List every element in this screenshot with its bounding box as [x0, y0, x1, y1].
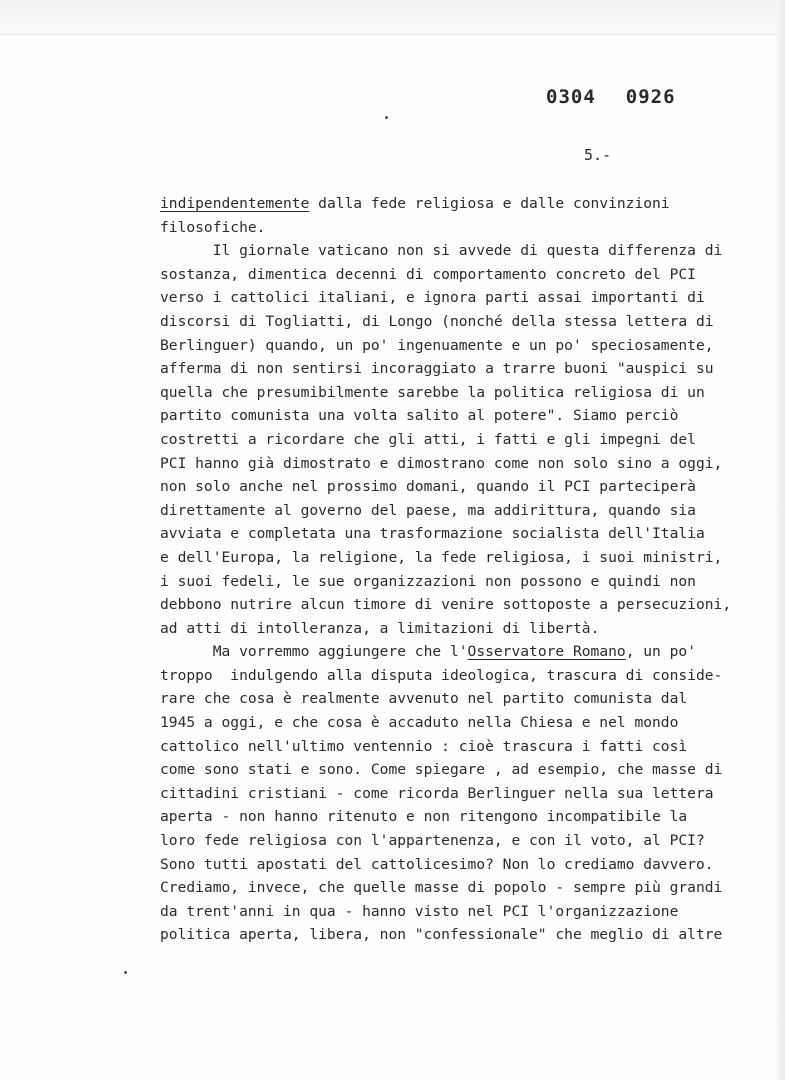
text-line-segment: PCI hanno già dimostrato e dimostrano come non solo sino a oggi,: [160, 454, 723, 472]
ink-speck: [124, 971, 127, 974]
text-line: [160, 900, 770, 924]
text-line: [160, 735, 770, 759]
text-line: [160, 570, 770, 594]
text-line: [160, 404, 770, 428]
text-line: [160, 546, 770, 570]
text-line-segment: dalla fede religiosa e dalle convinzioni: [309, 195, 670, 212]
text-line-segment: afferma di non sentirsi incoraggiato a trarre buoni "auspici su: [160, 360, 714, 378]
text-line: [160, 593, 770, 617]
text-line: [160, 711, 770, 735]
text-line-segment: verso i cattolici italiani, e ignora parti assai importanti di: [160, 289, 705, 307]
text-line-segment: e dell'Europa, la religione, la fede religiosa, i suoi ministri,: [160, 548, 723, 566]
text-line: [160, 452, 770, 476]
text-line-segment: troppo indulgendo alla disputa ideologica, trascura di conside-: [160, 666, 723, 684]
text-line-segment: come sono stati e sono. Come spiegare , ad esempio, che masse di: [160, 761, 723, 779]
text-line-segment: i suoi fedeli, le sue organizzazioni non possono e quindi non: [160, 572, 696, 590]
text-line: [160, 853, 770, 877]
page-number: 5.-: [584, 146, 612, 164]
text-line: [160, 263, 770, 287]
text-line-segment: Ma vorremmo aggiungere che l': [160, 643, 468, 661]
text-line: [160, 216, 770, 240]
text-line: [160, 640, 770, 664]
text-line: [160, 829, 770, 853]
text-line: [160, 357, 770, 381]
text-line-segment: Berlinguer) quando, un po' ingenuamente e un po' speciosamente,: [160, 336, 714, 354]
text-line-segment: partito comunista una volta salito al potere". Siamo perciò: [160, 407, 679, 425]
text-line-segment: Sono tutti apostati del cattolicesimo? Non lo crediamo davvero.: [160, 855, 714, 873]
archive-number-left: 0304: [546, 86, 596, 108]
text-line: [160, 522, 770, 546]
text-line-segment: cittadini cristiani - come ricorda Berlinguer nella sua lettera: [160, 784, 714, 802]
text-line-segment: Il giornale vaticano non si avvede di questa differenza di: [160, 242, 723, 260]
page-top-edge: [0, 0, 785, 35]
underlined-text: indipendentemente: [160, 195, 310, 212]
text-line-segment: cattolico nell'ultimo ventennio : cioè trascura i fatti così: [160, 737, 688, 755]
text-line-segment: sostanza, dimentica decenni di comportamento concreto del PCI: [160, 265, 696, 283]
text-line-segment: non solo anche nel prossimo domani, quando il PCI parteciperà: [160, 478, 696, 496]
text-line: [160, 664, 770, 688]
text-line-segment: loro fede religiosa con l'appartenenza, e con il voto, al PCI?: [160, 832, 705, 850]
text-line: [160, 239, 770, 263]
underlined-text: Osservatore Romano: [467, 643, 626, 661]
text-line-segment: politica aperta, libera, non "confessionale" che meglio di altre: [160, 926, 723, 944]
text-line: [160, 381, 770, 405]
text-line: [160, 428, 770, 452]
text-line-segment: avviata e completata una trasformazione socialista dell'Italia: [160, 525, 705, 543]
text-line-segment: rare che cosa è realmente avvenuto nel partito comunista dal: [160, 690, 688, 708]
page-right-edge: [777, 0, 785, 1080]
text-line-segment: debbono nutrire alcun timore di venire sottoposte a persecuzioni,: [160, 596, 732, 614]
text-line: [160, 782, 770, 806]
text-line-segment: ad atti di intolleranza, a limitazioni di libertà.: [160, 619, 600, 637]
text-line-segment: discorsi di Togliatti, di Longo (nonché della stessa lettera di: [160, 312, 714, 330]
text-line-segment: da trent'anni in qua - hanno visto nel PCI l'organizzazione: [160, 902, 679, 920]
text-line-segment: aperta - non hanno ritenuto e non ritengono incompatibile la: [160, 808, 688, 826]
text-line-segment: direttamente al governo del paese, ma addirittura, quando sia: [160, 501, 696, 519]
typed-body-text: [160, 192, 770, 947]
text-line: [160, 310, 770, 334]
text-line: [160, 192, 770, 216]
text-line: [160, 334, 770, 358]
text-line: [160, 923, 770, 947]
text-line: [160, 687, 770, 711]
text-line: [160, 758, 770, 782]
text-line-segment: quella che presumibilmente sarebbe la politica religiosa di un: [160, 383, 705, 401]
text-line: [160, 499, 770, 523]
text-line-segment: 1945 a oggi, e che cosa è accaduto nella Chiesa e nel mondo: [160, 714, 679, 732]
text-line: [160, 286, 770, 310]
text-line-segment: costretti a ricordare che gli atti, i fatti e gli impegni del: [160, 430, 696, 448]
archive-number: [546, 86, 676, 108]
text-line: [160, 617, 770, 641]
text-line-segment: Crediamo, invece, che quelle masse di popolo - sempre più grandi: [160, 879, 723, 897]
text-line: [160, 805, 770, 829]
text-line: [160, 876, 770, 900]
ink-speck: [385, 116, 388, 119]
text-line-segment: filosofiche.: [160, 218, 266, 236]
text-line-segment: , un po': [625, 643, 696, 661]
archive-number-right: 0926: [625, 86, 676, 108]
text-line: [160, 475, 770, 499]
